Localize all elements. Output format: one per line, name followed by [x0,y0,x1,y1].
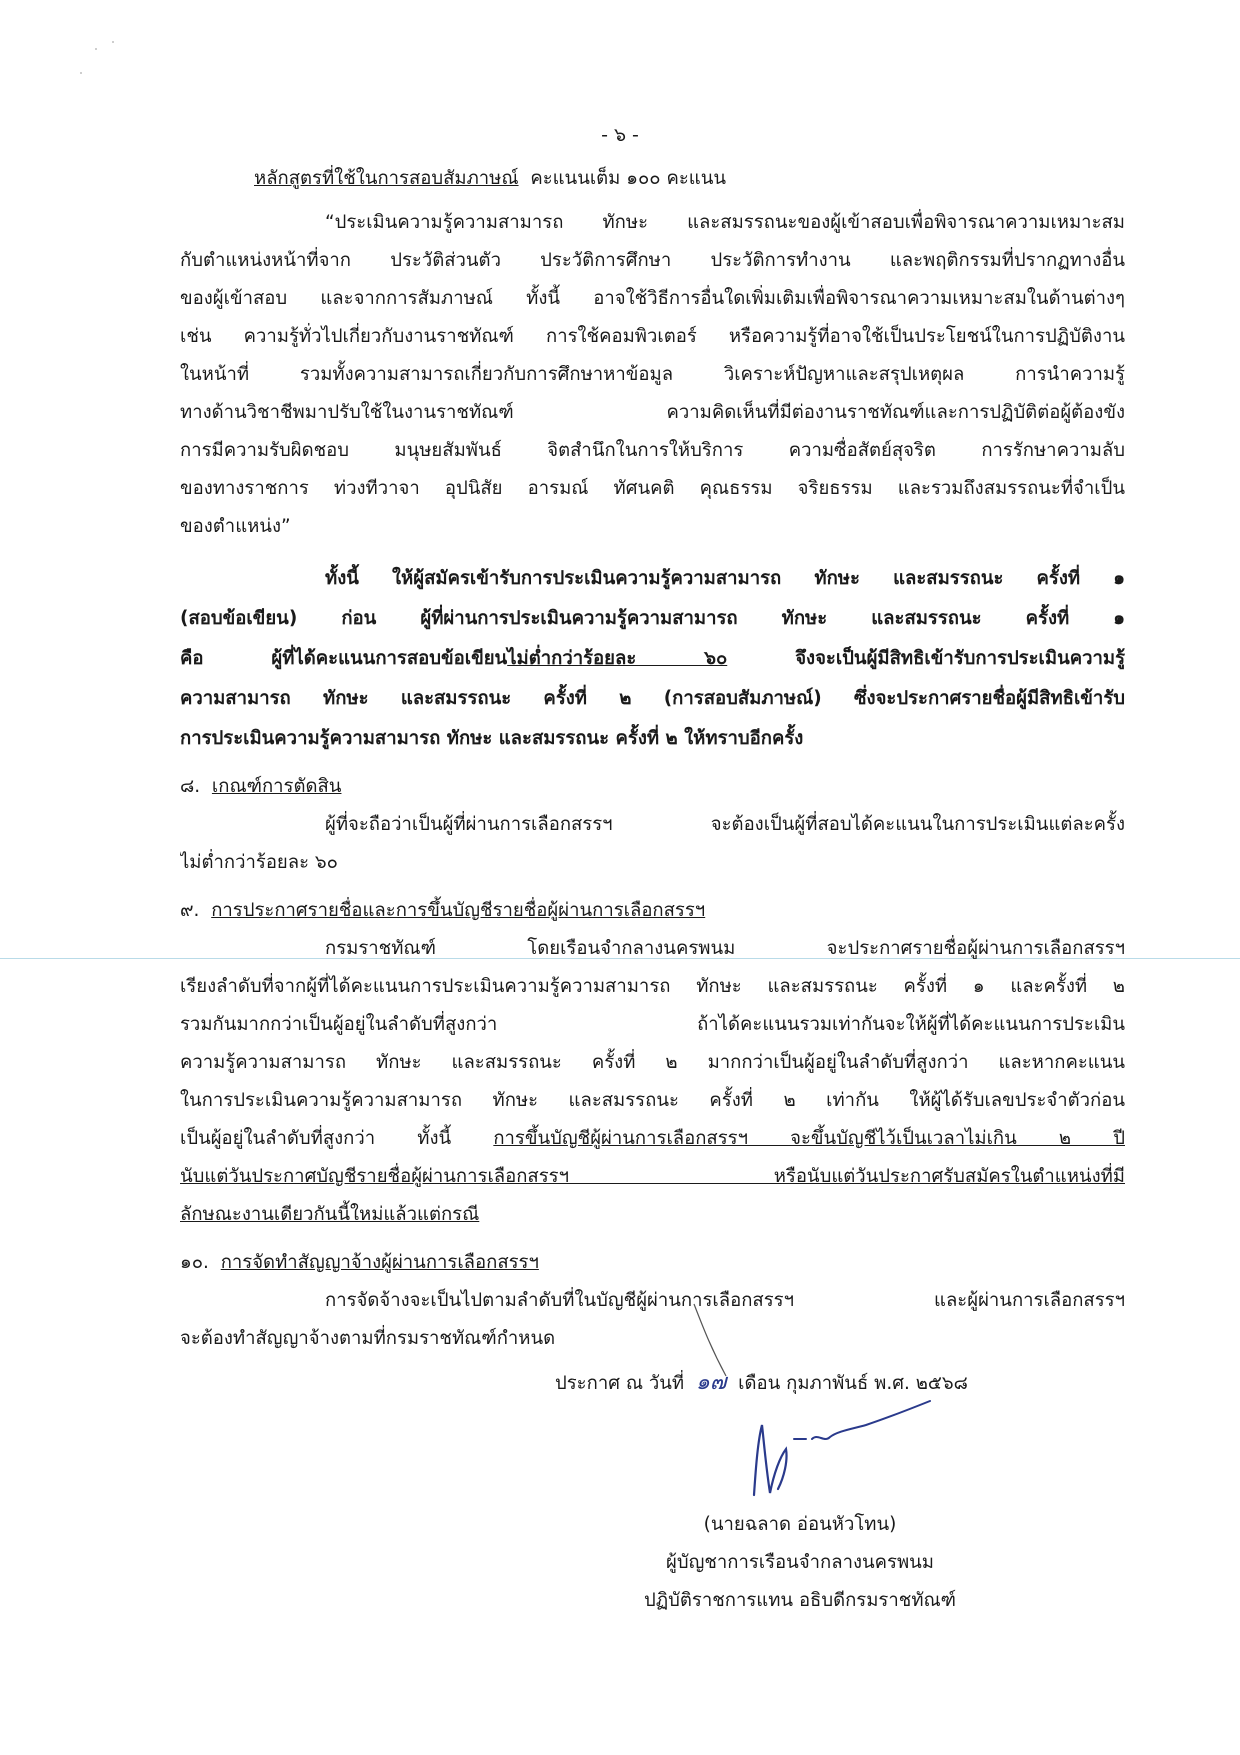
condition-line: ทั้งนี้ ให้ผู้สมัครเข้ารับการประเมินความรู้ความสามารถ ทักษะ และสมรรถนะ ครั้งที่ ๑ [325,568,1125,589]
condition-line: การประเมินความรู้ความสามารถ ทักษะ และสมรรถนะ ครั้งที่ ๒ ให้ทราบอีกครั้ง [180,728,804,749]
interview-heading-line [254,162,1199,196]
interview-text-line: ในหน้าที่ รวมทั้งความสามารถเกี่ยวกับการศึกษาหาข้อมูล วิเคราะห์ปัญหาและสรุปเหตุผล การนำความรู้ [180,364,1125,385]
section10-title: การจัดทำสัญญาจ้างผู้ผ่านการเลือกสรรฯ [220,1252,539,1273]
section9-text-line: รวมกันมากกว่าเป็นผู้อยู่ในลำดับที่สูงกว่า ถ้าได้คะแนนรวมเท่ากันจะให้ผู้ที่ได้คะแนนการประเมิน [180,1014,1125,1035]
signatory-name: (นายฉลาด อ่อนหัวโทน) [703,1514,897,1535]
page-number: - ๖ - [601,124,639,146]
scan-speck [95,48,97,50]
interview-text-line: ของทางราชการ ท่วงทีวาจา อุปนิสัย อารมณ์ ทัศนคติ คุณธรรม จริยธรรม และรวมถึงสมรรถนะที่จำเป็น [180,478,1125,499]
condition-threshold: ไม่ต่ำกว่าร้อยละ ๖๐ [507,648,728,669]
section10-number: ๑๐. [180,1252,209,1273]
interview-heading: หลักสูตรที่ใช้ในการสอบสัมภาษณ์ [254,168,519,189]
interview-text-line: เช่น ความรู้ทั่วไปเกี่ยวกับงานราชทัณฑ์ การใช้คอมพิวเตอร์ หรือความรู้ที่อาจใช้เป็นประโยชน์ในการปฏิบัติงาน [180,326,1125,347]
announcement-prefix: ประกาศ ณ วันที่ [555,1373,685,1394]
section8-text-line: ไม่ต่ำกว่าร้อยละ ๖๐ [180,852,338,873]
section9-text-line: นับแต่วันประกาศบัญชีรายชื่อผู้ผ่านการเลือกสรรฯ หรือนับแต่วันประกาศรับสมัครในตำแหน่งที่มี [180,1166,1125,1187]
scan-speck [112,41,114,43]
section9-title: การประกาศรายชื่อและการขึ้นบัญชีรายชื่อผู้ผ่านการเลือกสรรฯ [211,900,706,921]
signature [740,1395,940,1505]
condition-line [180,642,1125,676]
announcement-suffix: เดือน กุมภาพันธ์ พ.ศ. ๒๕๖๘ [738,1373,968,1394]
section9-text-line: เรียงลำดับที่จากผู้ที่ได้คะแนนการประเมินความรู้ความสามารถ ทักษะ และสมรรถนะ ครั้งที่ ๑ และครั้งที่ ๒ [180,976,1125,997]
condition-text: คือ ผู้ที่ได้คะแนนการสอบข้อเขียน [180,648,508,669]
interview-text-line: กับตำแหน่งหน้าที่จาก ประวัติส่วนตัว ประวัติการศึกษา ประวัติการทำงาน และพฤติกรรมที่ปรากฏทางอื่น [180,250,1125,271]
condition-line: ความสามารถ ทักษะ และสมรรถนะ ครั้งที่ ๒ (การสอบสัมภาษณ์) ซึ่งจะประกาศรายชื่อผู้มีสิทธิเข้ารับ [180,688,1125,709]
section8-text-line: ผู้ที่จะถือว่าเป็นผู้ที่ผ่านการเลือกสรรฯ จะต้องเป็นผู้ที่สอบได้คะแนนในการประเมินแต่ละครั้ง [325,814,1125,835]
interview-text-line: ทางด้านวิชาชีพมาปรับใช้ในงานราชทัณฑ์ ความคิดเห็นที่มีต่องานราชทัณฑ์และการปฏิบัติต่อผู้ต้องขัง [180,402,1125,423]
interview-text-line: ของตำแหน่ง” [180,516,291,537]
signatory-position: ผู้บัญชาการเรือนจำกลางนครพนม [665,1552,934,1573]
interview-text-line: “ประเมินความรู้ความสามารถ ทักษะ และสมรรถนะของผู้เข้าสอบเพื่อพิจารณาความเหมาะสม [325,212,1125,233]
section9-text-line: ลักษณะงานเดียวกันนี้ใหม่แล้วแต่กรณี [180,1204,480,1225]
signatory-acting: ปฏิบัติราชการแทน อธิบดีกรมราชทัณฑ์ [643,1590,957,1611]
pen-stroke-mark [690,1300,730,1380]
section9-text: เป็นผู้อยู่ในลำดับที่สูงกว่า ทั้งนี้ [180,1128,494,1149]
section8-number: ๘. [180,776,201,797]
section9-text-line: กรมราชทัณฑ์ โดยเรือนจำกลางนครพนม จะประกาศรายชื่อผู้ผ่านการเลือกสรรฯ [325,938,1125,959]
section8-heading [180,770,1125,804]
section9-list-period: การขึ้นบัญชีผู้ผ่านการเลือกสรรฯ จะขึ้นบัญชีไว้เป็นเวลาไม่เกิน ๒ ปี [493,1128,1125,1149]
section9-text-line: ความรู้ความสามารถ ทักษะ และสมรรถนะ ครั้งที่ ๒ มากกว่าเป็นผู้อยู่ในลำดับที่สูงกว่า และหากคะแนน [180,1052,1125,1073]
scan-speck [80,72,82,74]
condition-line: (สอบข้อเขียน) ก่อน ผู้ที่ผ่านการประเมินความรู้ความสามารถ ทักษะ และสมรรถนะ ครั้งที่ ๑ [180,608,1125,629]
section10-text-line: จะต้องทำสัญญาจ้างตามที่กรมราชทัณฑ์กำหนด [180,1328,556,1349]
section10-text-line: การจัดจ้างจะเป็นไปตามลำดับที่ในบัญชีผู้ผ่านการเลือกสรรฯ และผู้ผ่านการเลือกสรรฯ [325,1290,1125,1311]
section9-text-line: ในการประเมินความรู้ความสามารถ ทักษะ และสมรรถนะ ครั้งที่ ๒ เท่ากัน ให้ผู้ได้รับเลขประจำตัวก่อน [180,1090,1125,1111]
announcement-day: ๑๗ [695,1370,727,1395]
section9-heading [180,894,1125,928]
section9-number: ๙. [180,900,200,921]
interview-text-line: การมีความรับผิดชอบ มนุษยสัมพันธ์ จิตสำนึกในการให้บริการ ความซื่อสัตย์สุจริต การรักษาความลับ [180,440,1125,461]
section8-title: เกณฑ์การตัดสิน [211,776,342,797]
section10-heading [180,1246,1125,1280]
condition-text: จึงจะเป็นผู้มีสิทธิเข้ารับการประเมินความรู้ [727,648,1125,669]
interview-text-line: ของผู้เข้าสอบ และจากการสัมภาษณ์ ทั้งนี้ อาจใช้วิธีการอื่นใดเพิ่มเติมเพื่อพิจารณาความเหมาะสมในด้านต่างๆ [180,288,1125,309]
interview-score: คะแนนเต็ม ๑๐๐ คะแนน [530,168,726,189]
section9-text-line [180,1122,1125,1156]
